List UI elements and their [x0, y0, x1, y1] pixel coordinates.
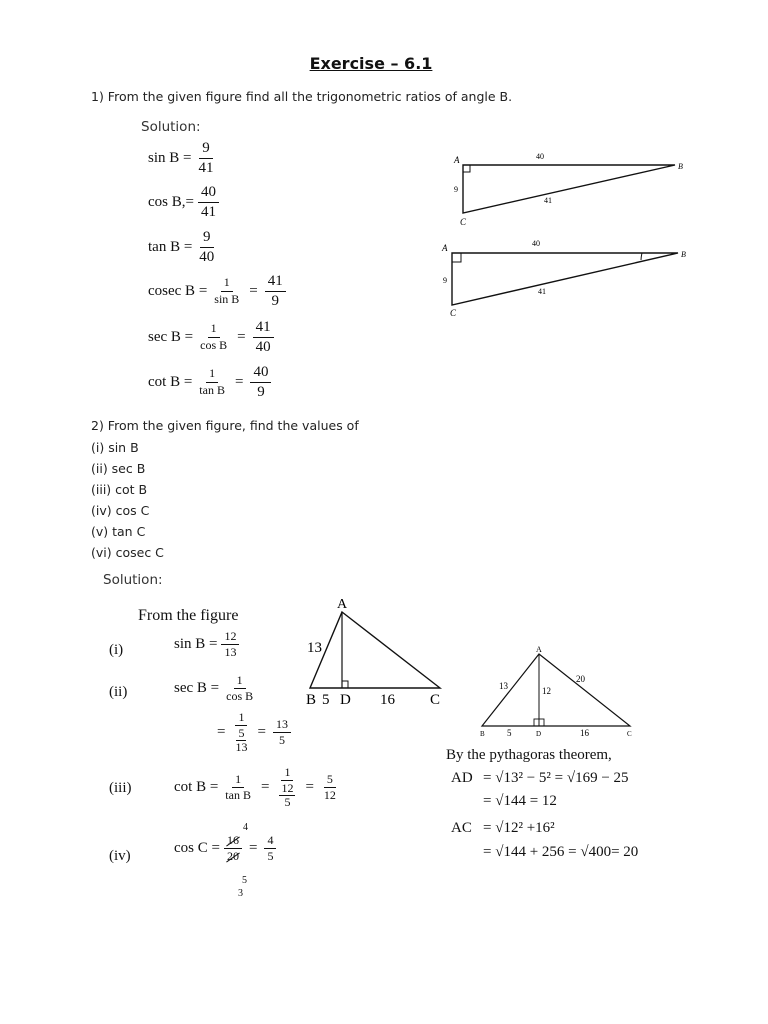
- vertex-a-label: A: [454, 155, 460, 165]
- q2-part-ii: (ii) sec B: [91, 461, 146, 476]
- q2-part-vi: (vi) cosec C: [91, 545, 164, 560]
- q2-part-v: (v) tan C: [91, 524, 146, 539]
- vertex-c-label: C: [460, 217, 467, 227]
- vertex-b-label: B: [681, 250, 686, 259]
- q1-cos-b: cos B,= $\frac{40}{41}$: [148, 184, 223, 220]
- fraction: $\frac{40}{9}$: [250, 364, 271, 400]
- ad-equation-line-2: = √144 = 12: [483, 793, 557, 809]
- q2-ii-continuation: = 1 5 13 = $\frac{13}{5}$: [214, 711, 295, 755]
- vertex-a-label: A: [337, 597, 348, 612]
- fraction: $\frac{40}{41}$: [198, 184, 219, 220]
- q2-ii-sec-b: sec B = $\frac{1}{\text{cos B}}$: [174, 674, 260, 703]
- pythagoras-title: By the pythagoras theorem,: [446, 747, 612, 763]
- side-bd-label: 5: [507, 728, 512, 738]
- side-ac-label: 9: [454, 185, 458, 194]
- side-bc-label: 41: [538, 287, 546, 296]
- vertex-d-label: D: [340, 692, 351, 708]
- vertex-c-label: C: [450, 308, 457, 318]
- fraction: $\frac{9}{41}$: [198, 140, 214, 176]
- exercise-title: Exercise – 6.1: [309, 54, 433, 73]
- fraction: $\frac{41}{9}$: [265, 273, 286, 309]
- cancel-top-value: 4: [243, 822, 248, 833]
- triangle-figure-1: [453, 152, 683, 227]
- side-ab-label: 40: [536, 152, 544, 161]
- side-ad-label: 12: [542, 686, 551, 696]
- ad-equation-line-1: = √13² − 5² = √169 − 25: [483, 770, 629, 786]
- q2-part-iii: (iii) cot B: [91, 482, 148, 497]
- vertex-c-label: C: [430, 692, 441, 708]
- fraction: $\frac{13}{5}$: [273, 718, 291, 747]
- q1-sin-b: sin B = $\frac{9}{41}$: [148, 140, 220, 176]
- q2-part-i: (i) sin B: [91, 440, 139, 455]
- fraction: $\frac{1}{\text{tan B}}$: [199, 366, 225, 397]
- side-ab-label: 13: [307, 640, 322, 656]
- triangle-figure-2: [441, 239, 686, 318]
- q2-i-sin-b: sin B = $\frac{12}{13}$: [174, 630, 243, 659]
- vertex-a-label: A: [536, 645, 542, 654]
- fraction: 1 5 13: [235, 710, 248, 755]
- fraction: $\frac{1}{\text{tan B}}$: [225, 772, 251, 803]
- fraction: $\frac{16}{20}$: [224, 834, 242, 863]
- q1-tan-b: tan B = $\frac{9}{40}$: [148, 229, 221, 265]
- fraction: $\frac{9}{40}$: [199, 229, 215, 265]
- vertex-a-label: A: [442, 243, 448, 253]
- ac-equation-line-2: = √144 + 256 = √400= 20: [483, 844, 639, 860]
- q2-solution-label: Solution:: [103, 572, 163, 588]
- ad-label: AD: [451, 770, 473, 786]
- side-ac-label: 9: [443, 276, 447, 285]
- side-ab-label: 40: [532, 239, 540, 248]
- fraction: $\frac{4}{5}$: [264, 834, 276, 863]
- ac-equation-line-1: = √12² +16²: [483, 820, 555, 836]
- fraction: $\frac{5}{12}$: [323, 772, 336, 803]
- q2-small-triangle-figure: [472, 640, 642, 740]
- q2-part-iv: (iv) cos C: [91, 503, 150, 518]
- q1-triangle-figures: [430, 145, 700, 335]
- fraction: $\frac{1}{\text{cos B}}$: [200, 321, 228, 352]
- side-bd-label: 5: [322, 692, 330, 708]
- vertex-b-label: B: [678, 162, 683, 171]
- q2-iv-cos-c: cos C = $\frac{16}{20}$ = $\frac{4}{5}$: [174, 834, 280, 863]
- side-bc-label: 41: [544, 196, 552, 205]
- q1-cot-b: cot B = $\frac{1}{\text{tan B}}$ = $\frac{40}{9}$: [148, 364, 275, 400]
- q2-iii-cot-b: cot B = $\frac{1}{\text{tan B}}$ = 1 12 5 = $\frac{5}{12}$: [174, 766, 343, 810]
- q2-iv-number: (iv): [109, 848, 131, 864]
- fraction: $\frac{41}{40}$: [253, 319, 274, 355]
- ac-label: AC: [451, 820, 472, 836]
- q2-iii-number: (iii): [109, 780, 132, 796]
- side-dc-label: 16: [580, 728, 589, 738]
- cancel-bottom-value: 3: [238, 888, 243, 899]
- cancel-bottom-value: 5: [242, 875, 247, 886]
- fraction: $\frac{12}{13}$: [221, 630, 239, 659]
- q2-ii-number: (ii): [109, 684, 128, 700]
- side-ac-label: 20: [576, 674, 585, 684]
- vertex-c-label: C: [627, 730, 632, 738]
- question-1-text: 1) From the given figure find all the trigonometric ratios of angle B.: [91, 89, 513, 104]
- question-2-text: 2) From the given figure, find the values of: [91, 418, 359, 433]
- q1-sec-b: sec B = $\frac{1}{\text{cos B}}$ = $\frac{41}{40}$: [148, 319, 278, 355]
- q1-cosec-b: cosec B = $\frac{1}{\text{sin B}}$ = $\frac{41}{9}$: [148, 273, 290, 309]
- side-ab-label: 13: [499, 681, 508, 691]
- q2-large-triangle-figure: [300, 590, 460, 715]
- from-figure-text: From the figure: [138, 607, 239, 624]
- vertex-b-label: B: [306, 692, 317, 708]
- side-dc-label: 16: [380, 692, 395, 708]
- fraction: $\frac{1}{\text{cos B}}$: [226, 673, 254, 704]
- vertex-b-label: B: [480, 730, 485, 738]
- q1-solution-label: Solution:: [141, 119, 201, 135]
- q2-i-number: (i): [109, 642, 124, 658]
- fraction: 1 12 5: [281, 765, 294, 810]
- fraction: $\frac{1}{\text{sin B}}$: [214, 275, 240, 306]
- vertex-d-label: D: [536, 730, 542, 738]
